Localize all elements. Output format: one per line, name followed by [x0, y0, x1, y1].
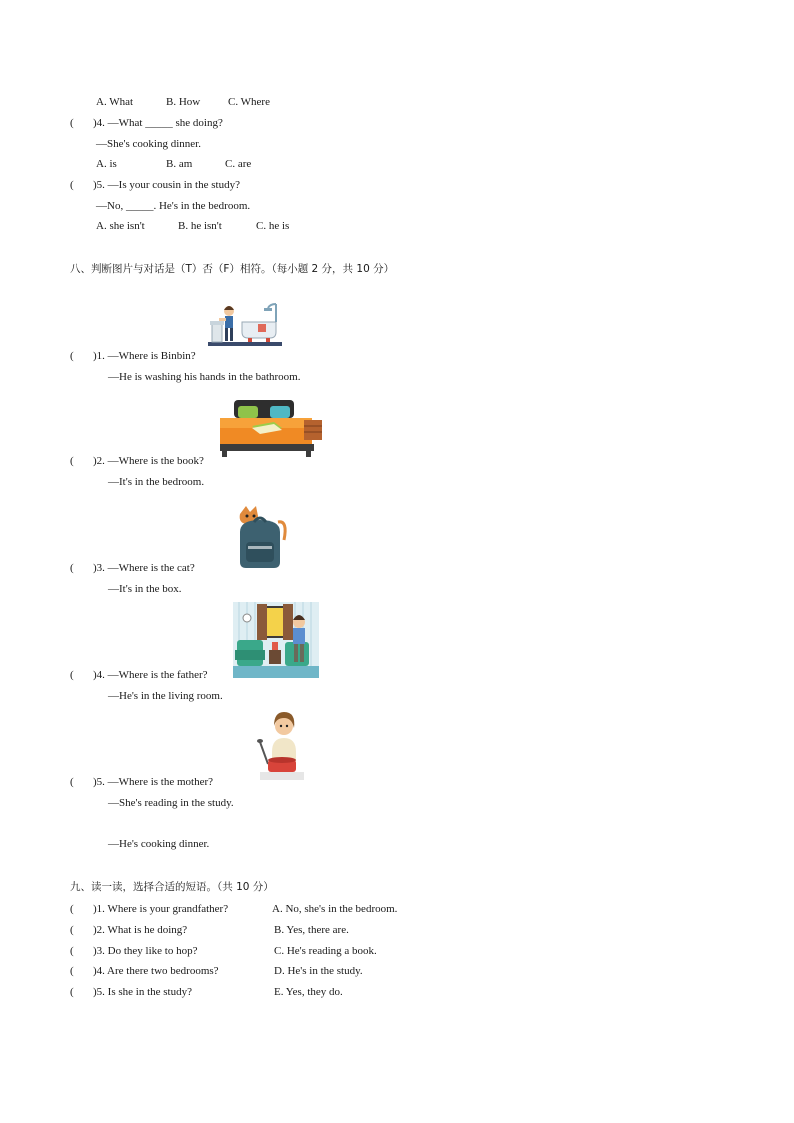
- q4-answer: —She's cooking dinner.: [96, 138, 201, 150]
- s8-q2-paren: (: [70, 455, 74, 467]
- s8-q4-answer: —He's in the living room.: [108, 690, 223, 702]
- q5-answer-paren: (: [70, 179, 74, 191]
- q5-answer: —No, _____. He's in the bedroom.: [96, 200, 251, 212]
- q5-option-a: A. she isn't: [96, 220, 145, 232]
- s9-option-a: A. No, she's in the bedroom.: [272, 903, 398, 915]
- s9-q3-paren: (: [70, 945, 74, 957]
- father-living-room-icon: [233, 602, 319, 678]
- s8-q3-paren: (: [70, 562, 74, 574]
- s9-q1-question: )1. Where is your grandfather?: [93, 903, 229, 915]
- q4-option-b: B. am: [166, 158, 193, 170]
- s8-q3-question: )3. —Where is the cat?: [93, 562, 195, 574]
- section9-heading: 九、读一读，选择合适的短语。（共 10 分）: [70, 881, 274, 893]
- s9-option-d: D. He's in the study.: [274, 965, 363, 977]
- s9-q3-question: )3. Do they like to hop?: [93, 945, 198, 957]
- q3-option-c: C. Where: [228, 96, 270, 108]
- s8-q2-question: )2. —Where is the book?: [93, 455, 204, 467]
- s9-q4-paren: (: [70, 965, 74, 977]
- s8-q5-answer: —She's reading in the study.: [108, 797, 234, 809]
- s8-q1-paren: (: [70, 350, 74, 362]
- q4-option-c: C. are: [225, 158, 252, 170]
- section8-heading: 八、判断图片与对话是（T）否（F）相符。（每小题 2 分，共 10 分）: [70, 263, 395, 275]
- q4-option-a: A. is: [96, 158, 117, 170]
- s8-q4-paren: (: [70, 669, 74, 681]
- s9-q1-paren: (: [70, 903, 74, 915]
- s9-q2-paren: (: [70, 924, 74, 936]
- q3-option-b: B. How: [166, 96, 201, 108]
- s8-q4-question: )4. —Where is the father?: [93, 669, 208, 681]
- s8-q1-question: )1. —Where is Binbin?: [93, 350, 196, 362]
- s8-q5-question: )5. —Where is the mother?: [93, 776, 214, 788]
- s8-q1-answer: —He is washing his hands in the bathroom.: [108, 371, 301, 383]
- s9-q5-paren: (: [70, 986, 74, 998]
- s8-extra-line: —He's cooking dinner.: [108, 838, 210, 850]
- bedroom-bed-book-icon: [218, 398, 326, 460]
- s9-option-b: B. Yes, there are.: [274, 924, 349, 936]
- s9-q5-question: )5. Is she in the study?: [93, 986, 192, 998]
- s9-option-e: E. Yes, they do.: [274, 986, 343, 998]
- q5-option-b: B. he isn't: [178, 220, 222, 232]
- s9-option-c: C. He's reading a book.: [274, 945, 377, 957]
- bathroom-boy-washing-icon: [206, 300, 284, 348]
- s9-q2-question: )2. What is he doing?: [93, 924, 188, 936]
- q5-stem: )5. —Is your cousin in the study?: [93, 179, 240, 191]
- q3-option-a: A. What: [96, 96, 134, 108]
- q4-stem: )4. —What _____ she doing?: [93, 117, 223, 129]
- s9-q4-question: )4. Are there two bedrooms?: [93, 965, 219, 977]
- s8-q3-answer: —It's in the box.: [108, 583, 182, 595]
- q4-answer-paren: (: [70, 117, 74, 129]
- mother-cooking-icon: [254, 712, 308, 782]
- cat-in-backpack-icon: [234, 502, 290, 570]
- s8-q2-answer: —It's in the bedroom.: [108, 476, 205, 488]
- q5-option-c: C. he is: [256, 220, 290, 232]
- s8-q5-paren: (: [70, 776, 74, 788]
